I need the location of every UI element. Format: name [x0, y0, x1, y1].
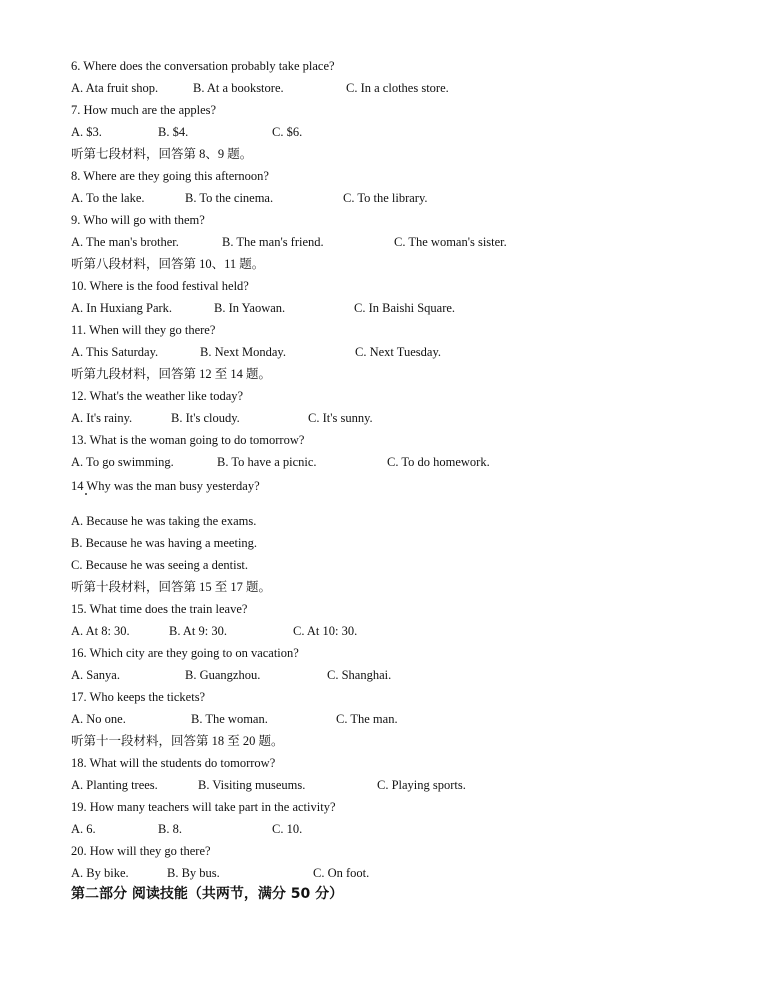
question-19: 19. How many teachers will take part in the activity? — [71, 800, 336, 814]
question-13: 13. What is the woman going to do tomorrow? — [71, 433, 305, 447]
part-two-heading: 第二部分 阅读技能（共两节，满分 50 分） — [71, 886, 344, 902]
option-b: B. At 9: 30. — [169, 624, 227, 638]
option-c: C. The woman's sister. — [394, 235, 507, 249]
option-b: B. The woman. — [191, 712, 268, 726]
question-11: 11. When will they go there? — [71, 323, 216, 337]
option-b: B. It's cloudy. — [171, 411, 240, 425]
option-a: A. The man's brother. — [71, 235, 179, 249]
question-6: 6. Where does the conversation probably take place? — [71, 59, 335, 73]
section-instruction-8: 听第八段材料，回答第 10、11 题。 — [71, 257, 265, 271]
section-instruction-9: 听第九段材料，回答第 12 至 14 题。 — [71, 367, 272, 381]
stray-dot-mark — [85, 493, 87, 495]
option-b: B. At a bookstore. — [193, 81, 284, 95]
option-b: B. Guangzhou. — [185, 668, 261, 682]
option-c: C. $6. — [272, 125, 303, 139]
option-c: C. Shanghai. — [327, 668, 392, 682]
option-c: C. Playing sports. — [377, 778, 466, 792]
option-b: B. The man's friend. — [222, 235, 324, 249]
question-8: 8. Where are they going this afternoon? — [71, 169, 269, 183]
option-a: A. No one. — [71, 712, 126, 726]
option-c: C. To the library. — [343, 191, 428, 205]
option-b: B. To have a picnic. — [217, 455, 317, 469]
option-b: B. Next Monday. — [200, 345, 286, 359]
option-a: A. $3. — [71, 125, 102, 139]
option-a: A. To the lake. — [71, 191, 145, 205]
option-c: C. The man. — [336, 712, 398, 726]
option-a: A. It's rainy. — [71, 411, 133, 425]
section-instruction-10: 听第十段材料，回答第 15 至 17 题。 — [71, 580, 272, 594]
option-c: C. At 10: 30. — [293, 624, 358, 638]
question-15: 15. What time does the train leave? — [71, 602, 248, 616]
section-instruction-11: 听第十一段材料，回答第 18 至 20 题。 — [71, 734, 284, 748]
option-a: A. 6. — [71, 822, 96, 836]
option-14-c: C. Because he was seeing a dentist. — [71, 558, 249, 572]
option-c: C. 10. — [272, 822, 303, 836]
option-a: A. Sanya. — [71, 668, 120, 682]
option-c: C. On foot. — [313, 866, 370, 880]
option-a: A. Ata fruit shop. — [71, 81, 159, 95]
question-14: 14 Why was the man busy yesterday? — [71, 479, 260, 493]
option-b: B. To the cinema. — [185, 191, 274, 205]
question-18: 18. What will the students do tomorrow? — [71, 756, 276, 770]
option-a: A. At 8: 30. — [71, 624, 130, 638]
question-17: 17. Who keeps the tickets? — [71, 690, 206, 704]
option-c: C. It's sunny. — [308, 411, 373, 425]
option-14-a: A. Because he was taking the exams. — [71, 514, 257, 528]
option-b: B. In Yaowan. — [214, 301, 286, 315]
option-c: C. In a clothes store. — [346, 81, 449, 95]
question-16: 16. Which city are they going to on vacation? — [71, 646, 299, 660]
option-c: C. In Baishi Square. — [354, 301, 456, 315]
section-instruction-7: 听第七段材料，回答第 8、9 题。 — [71, 147, 253, 161]
option-b: B. Visiting museums. — [198, 778, 306, 792]
option-b: B. 8. — [158, 822, 182, 836]
question-10: 10. Where is the food festival held? — [71, 279, 249, 293]
option-a: A. In Huxiang Park. — [71, 301, 173, 315]
question-12: 12. What's the weather like today? — [71, 389, 244, 403]
option-a: A. To go swimming. — [71, 455, 174, 469]
option-a: A. Planting trees. — [71, 778, 158, 792]
question-7: 7. How much are the apples? — [71, 103, 217, 117]
question-9: 9. Who will go with them? — [71, 213, 205, 227]
option-c: C. Next Tuesday. — [355, 345, 442, 359]
option-a: A. By bike. — [71, 866, 129, 880]
question-20: 20. How will they go there? — [71, 844, 211, 858]
option-a: A. This Saturday. — [71, 345, 159, 359]
option-14-b: B. Because he was having a meeting. — [71, 536, 258, 550]
option-b: B. By bus. — [167, 866, 220, 880]
option-b: B. $4. — [158, 125, 189, 139]
option-c: C. To do homework. — [387, 455, 490, 469]
